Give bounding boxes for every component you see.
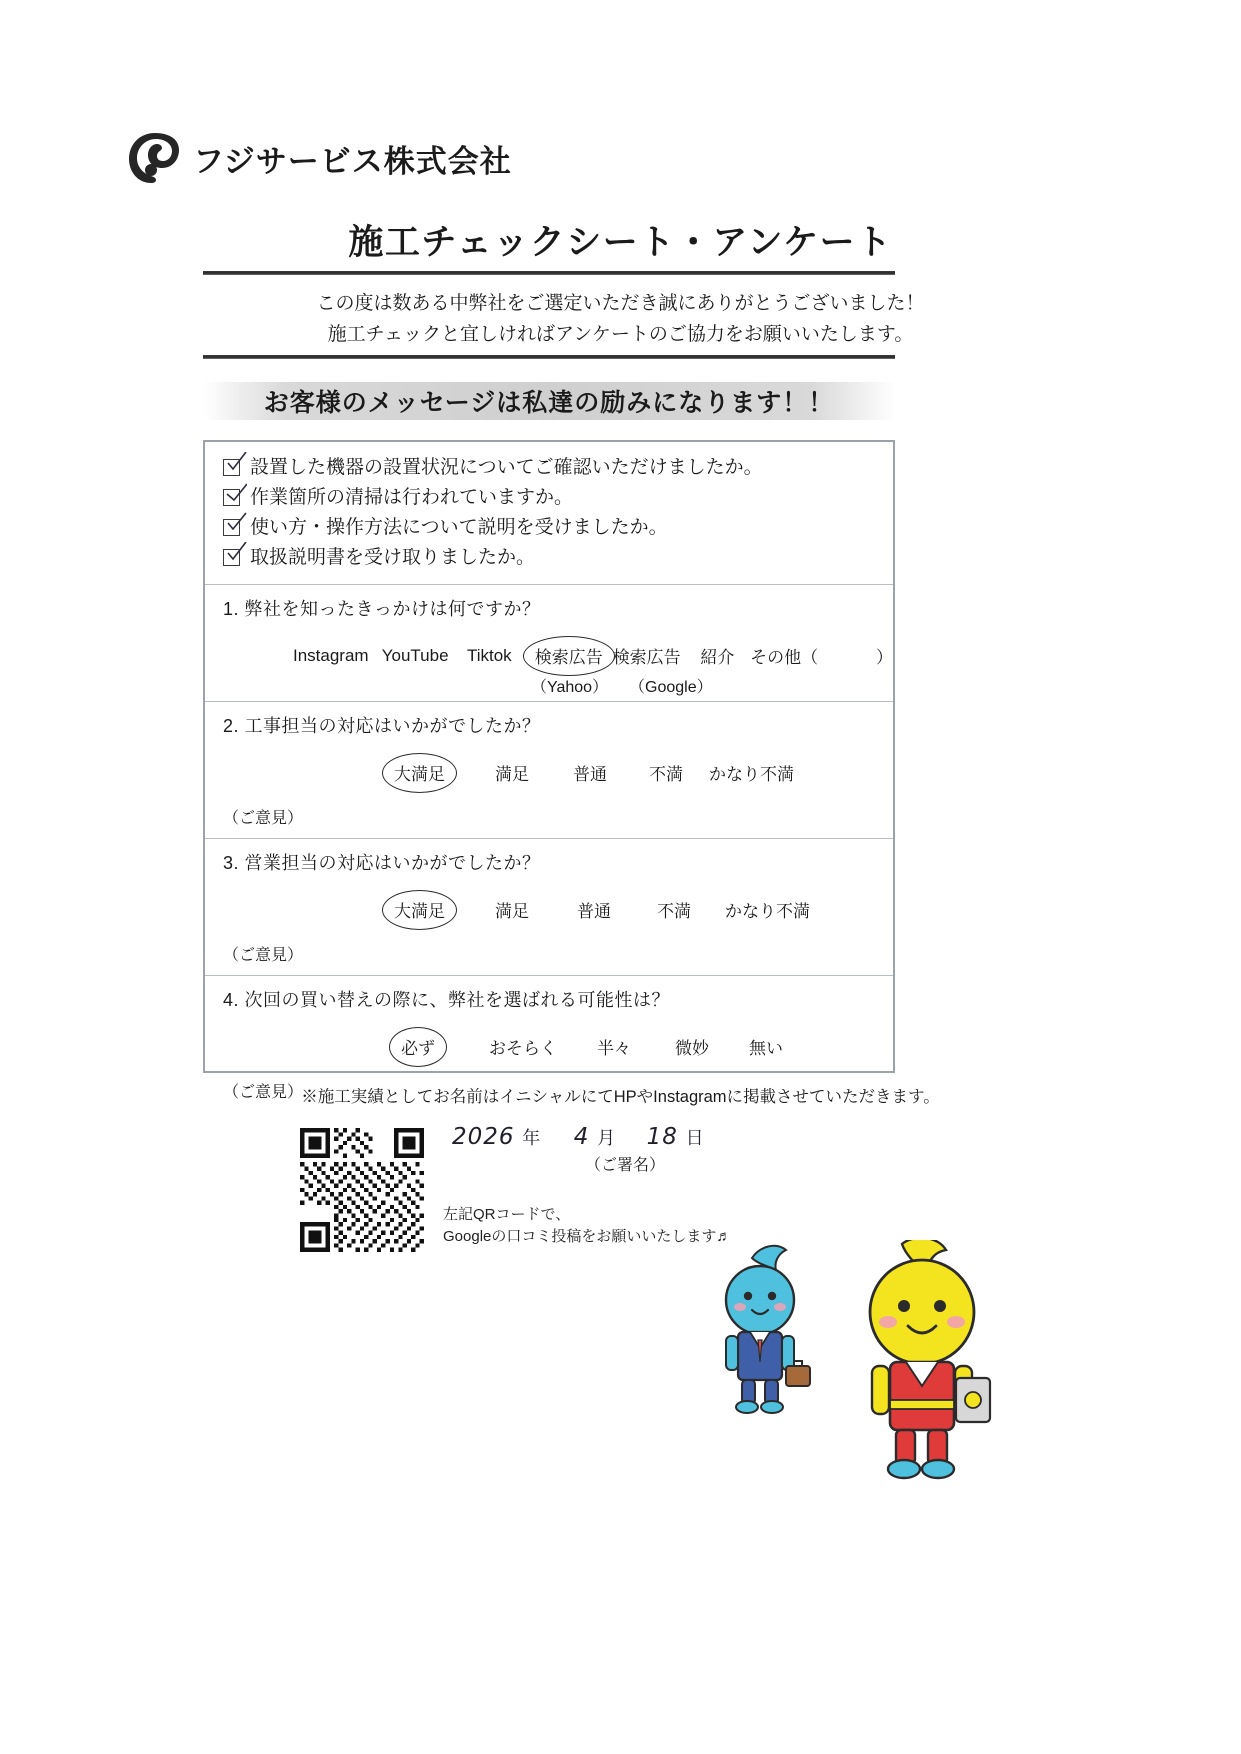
sub-label-google: （Google）	[629, 679, 713, 696]
option-unlikely[interactable]: 微妙	[675, 1039, 709, 1058]
question-4-text: 次回の買い替えの際に、弊社を選ばれる可能性は？	[244, 990, 671, 1010]
question-1-options	[223, 641, 893, 670]
qr-caption	[443, 1204, 731, 1248]
question-3	[205, 838, 893, 975]
option-fifty-fifty[interactable]: 半々	[597, 1039, 631, 1058]
intro-line-2: 施工チェックと宜しければアンケートのご協力をお願いいたします。	[327, 324, 914, 345]
question-1-number: 1.	[223, 599, 240, 619]
sub-label-yahoo: （Yahoo）	[531, 679, 609, 696]
option-satisfied[interactable]: 満足	[495, 765, 529, 784]
qr-code-icon[interactable]	[300, 1128, 424, 1252]
banner-text: お客様のメッセージは私達の励みになります！！	[263, 389, 835, 417]
date-year-label: 年	[522, 1128, 543, 1149]
mascot-illustration	[690, 1240, 1120, 1500]
checklist	[205, 442, 893, 584]
question-1-sub-labels	[223, 674, 893, 697]
option-other-close: ）	[876, 648, 893, 667]
question-2-number: 2.	[223, 716, 240, 736]
checklist-item-label: 取扱説明書を受け取りましたか。	[250, 547, 536, 568]
checkbox-checked[interactable]	[223, 459, 240, 476]
option-normal[interactable]: 普通	[573, 765, 607, 784]
message-banner	[203, 382, 895, 420]
checkbox-checked[interactable]	[223, 489, 240, 506]
date-month-label: 月	[597, 1128, 618, 1149]
question-3-title	[223, 849, 893, 875]
intro-text	[0, 288, 1241, 350]
checklist-item[interactable]	[223, 546, 893, 570]
question-4-opinion-label: （ご意見）	[223, 1084, 304, 1101]
option-referral[interactable]: 紹介	[700, 648, 735, 667]
divider-top	[203, 271, 895, 275]
date-year-value[interactable]: 2026	[452, 1124, 515, 1150]
option-other[interactable]: その他（	[750, 648, 819, 667]
divider-bottom	[203, 355, 895, 359]
checklist-item[interactable]	[223, 486, 893, 510]
checkbox-checked[interactable]	[223, 549, 240, 566]
question-2	[205, 701, 893, 838]
option-none[interactable]: 無い	[749, 1039, 783, 1058]
question-2-options	[223, 758, 893, 787]
checklist-item-label: 作業箇所の清掃は行われていますか。	[250, 487, 574, 508]
signature-date-line[interactable]	[452, 1124, 706, 1150]
company-name: フジサービス株式会社	[193, 143, 512, 179]
checklist-item-label: 設置した機器の設置状況についてご確認いただけましたか。	[250, 457, 763, 478]
question-3-text: 営業担当の対応はいかがでしたか？	[244, 853, 541, 873]
fuji-comma-logo-icon	[125, 130, 179, 186]
question-3-number: 3.	[223, 853, 240, 873]
option-definitely-selected[interactable]: 必ず	[395, 1032, 441, 1061]
date-day-value[interactable]: 18	[646, 1124, 678, 1150]
qr-caption-line-1: 左記QRコードで、	[443, 1206, 571, 1223]
checklist-item[interactable]	[223, 456, 893, 480]
option-tiktok[interactable]: Tiktok	[466, 645, 512, 665]
option-normal[interactable]: 普通	[577, 902, 611, 921]
option-youtube[interactable]: YouTube	[381, 645, 449, 665]
question-2-title	[223, 712, 893, 738]
date-day-label: 日	[685, 1128, 706, 1149]
intro-line-1: この度は数ある中弊社をご選定いただき誠にありがとうございました！	[316, 293, 925, 314]
option-very-dissatisfied[interactable]: かなり不満	[709, 765, 794, 784]
question-1-text: 弊社を知ったきっかけは何ですか？	[244, 599, 541, 619]
option-satisfied[interactable]: 満足	[495, 902, 529, 921]
checklist-item-label: 使い方・操作方法について説明を受けましたか。	[250, 517, 668, 538]
question-1	[205, 584, 893, 701]
checklist-item[interactable]	[223, 516, 893, 540]
question-3-options	[223, 895, 893, 924]
signature-label: （ご署名）	[585, 1157, 666, 1174]
company-header	[125, 130, 512, 186]
option-very-dissatisfied[interactable]: かなり不満	[725, 902, 810, 921]
option-dissatisfied[interactable]: 不満	[657, 902, 691, 921]
option-very-satisfied-selected[interactable]: 大満足	[388, 895, 451, 924]
question-2-opinion-label: （ご意見）	[223, 810, 304, 827]
publication-note: ※施工実績としてお名前はイニシャルにてHPやInstagramに掲載させていただきます。	[301, 1088, 940, 1106]
option-instagram[interactable]: Instagram	[293, 645, 369, 665]
question-4-title	[223, 986, 893, 1012]
option-search-ad-google[interactable]: 検索広告	[612, 648, 681, 667]
question-4-options	[223, 1032, 893, 1061]
option-search-ad-yahoo-selected[interactable]: 検索広告	[529, 641, 609, 670]
page-title: 施工チェックシート・アンケート	[348, 223, 893, 262]
checkbox-checked[interactable]	[223, 519, 240, 536]
question-3-opinion-label: （ご意見）	[223, 947, 304, 964]
option-dissatisfied[interactable]: 不満	[649, 765, 683, 784]
qr-caption-line-2: Googleの口コミ投稿をお願いいたします♬	[443, 1228, 732, 1245]
yellow-mascot-icon	[870, 1240, 990, 1478]
question-2-text: 工事担当の対応はいかがでしたか？	[244, 716, 541, 736]
date-month-value[interactable]: 4	[573, 1124, 590, 1150]
question-1-title	[223, 595, 893, 621]
question-4-number: 4.	[223, 990, 240, 1010]
option-probably[interactable]: おそらく	[489, 1039, 557, 1058]
option-very-satisfied-selected[interactable]: 大満足	[388, 758, 451, 787]
blue-mascot-icon	[726, 1246, 810, 1413]
